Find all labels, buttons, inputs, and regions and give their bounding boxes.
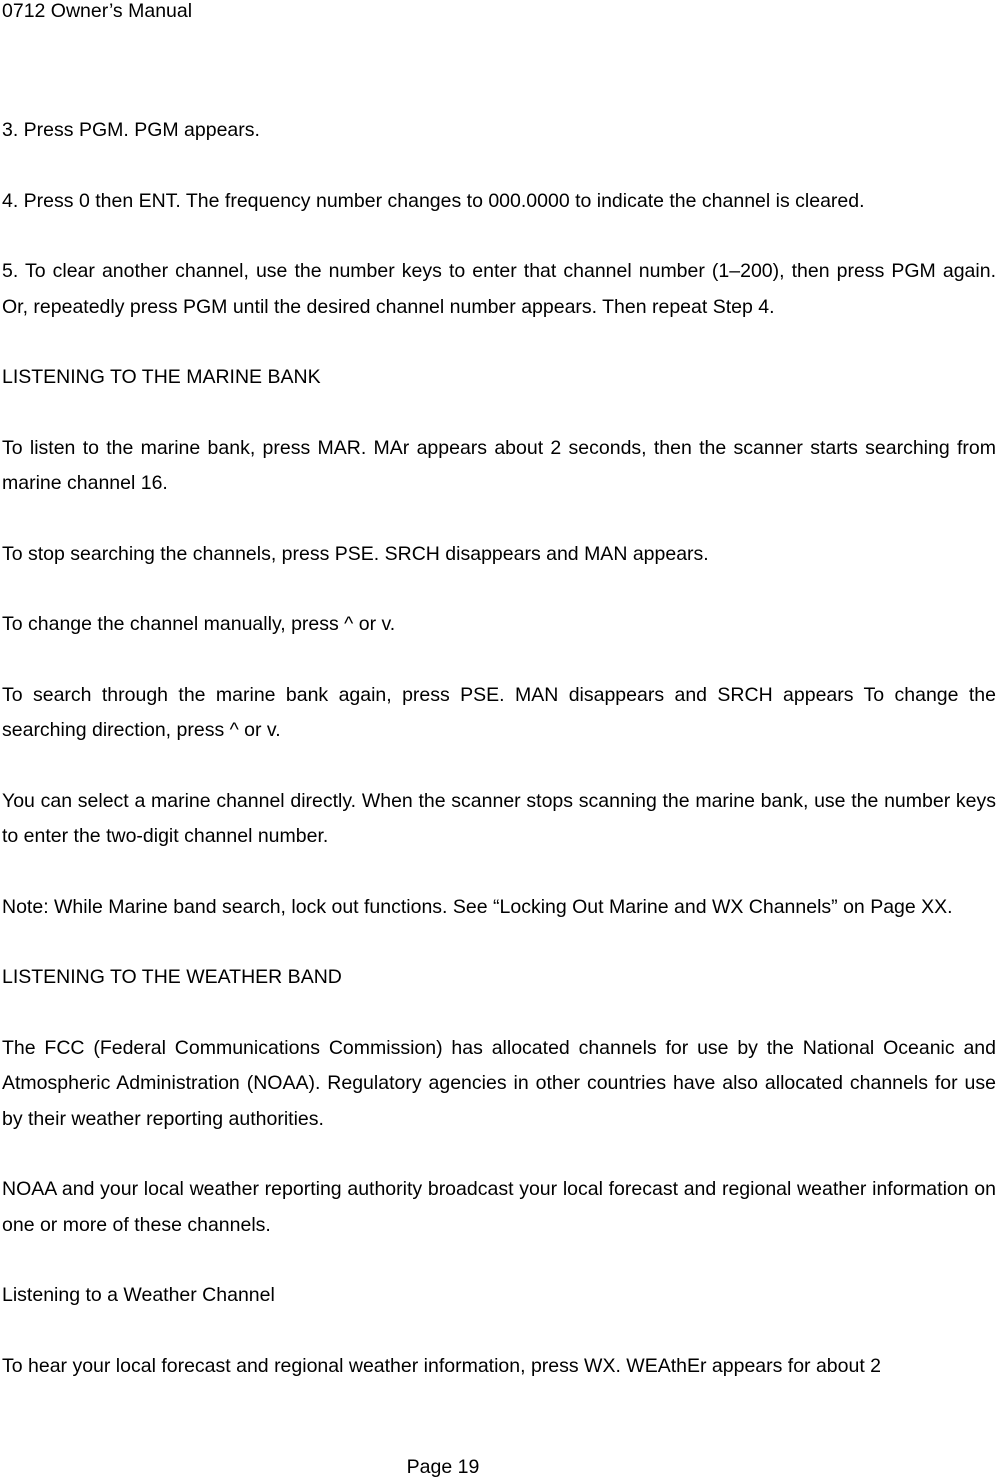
weather-hear-paragraph: To hear your local forecast and regional weather information, press WX. WEAthEr appears for about 2: [2, 1354, 882, 1377]
marine-select-direct-paragraph: You can select a marine channel directly. When the scanner stops scanning the marine bank, use the number keys to enter the two-digit channel number.: [2, 789, 996, 847]
weather-band-heading: LISTENING TO THE WEATHER BAND: [2, 966, 342, 988]
marine-listen-paragraph: To listen to the marine bank, press MAR. MAr appears about 2 seconds, then the scanner starts searching from marine channel 16.: [2, 436, 996, 494]
fcc-paragraph: The FCC (Federal Communications Commission) has allocated channels for use by the National Oceanic and Atmospheric Administration (NOAA). Regulatory agencies in other countries have also allocated channels for use by their weather reporting authorities.: [2, 1036, 996, 1130]
marine-note-paragraph: Note: While Marine band search, lock out functions. See “Locking Out Marine and WX Channels” on Page XX.: [2, 895, 953, 918]
page-number: Page 19: [406, 1456, 480, 1478]
step-3-paragraph: 3. Press PGM. PGM appears.: [2, 119, 260, 141]
step-5-paragraph: 5. To clear another channel, use the number keys to enter that channel number (1–200), then press PGM again. Or, repeatedly press PGM until the desired channel number appears. Then repeat Step 4.: [2, 260, 996, 318]
document-body: [2, 113, 996, 1419]
marine-manual-paragraph: To change the channel manually, press ^ or v.: [2, 613, 396, 635]
marine-stop-paragraph: To stop searching the channels, press PSE. SRCH disappears and MAN appears.: [2, 542, 709, 565]
document-header: 0712 Owner’s Manual: [2, 0, 193, 22]
weather-channel-subheading: Listening to a Weather Channel: [2, 1284, 275, 1306]
step-4-paragraph: 4. Press 0 then ENT. The frequency number changes to 000.0000 to indicate the channel is cleared.: [2, 189, 865, 212]
noaa-paragraph: NOAA and your local weather reporting authority broadcast your local forecast and regional weather information on one or more of these channels.: [2, 1178, 996, 1236]
marine-bank-heading: LISTENING TO THE MARINE BANK: [2, 366, 321, 388]
marine-search-again-paragraph: To search through the marine bank again, press PSE. MAN disappears and SRCH appears To change the searching direction, press ^ or v.: [2, 683, 996, 741]
